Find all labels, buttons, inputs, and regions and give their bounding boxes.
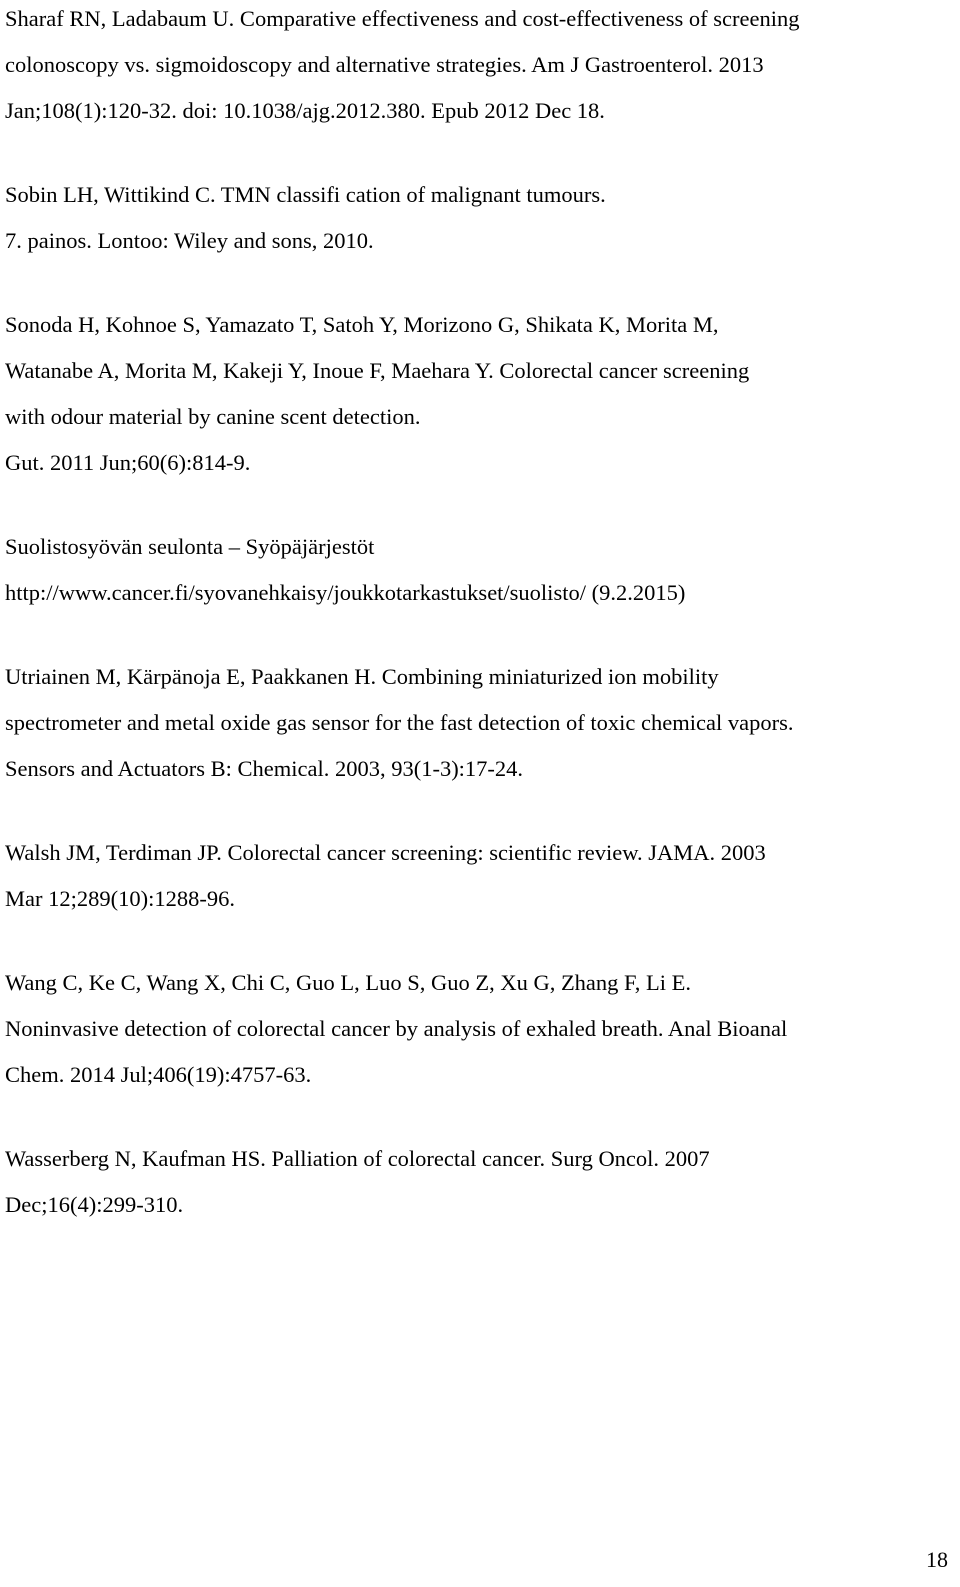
reference-line: Dec;16(4):299-310. (5, 1192, 184, 1217)
reference-sharaf (5, 0, 950, 134)
page-number: 18 (926, 1547, 948, 1572)
reference-line: Walsh JM, Terdiman JP. Colorectal cancer screening: scientific review. JAMA. 2003 (5, 840, 766, 865)
reference-line: Wasserberg N, Kaufman HS. Palliation of colorectal cancer. Surg Oncol. 2007 (5, 1146, 710, 1171)
reference-line: Wang C, Ke C, Wang X, Chi C, Guo L, Luo S, Guo Z, Xu G, Zhang F, Li E. (5, 970, 691, 995)
reference-line: spectrometer and metal oxide gas sensor for the fast detection of toxic chemical vapors. (5, 710, 794, 735)
reference-wasserberg (5, 1136, 950, 1228)
reference-line: Sharaf RN, Ladabaum U. Comparative effectiveness and cost-effectiveness of screening (5, 6, 800, 31)
reference-walsh (5, 830, 950, 922)
reference-line: with odour material by canine scent detection. (5, 404, 421, 429)
reference-line: 7. painos. Lontoo: Wiley and sons, 2010. (5, 228, 374, 253)
reference-line: colonoscopy vs. sigmoidoscopy and alternative strategies. Am J Gastroenterol. 2013 (5, 52, 764, 77)
reference-suolistosyovan (5, 524, 950, 616)
reference-line: Gut. 2011 Jun;60(6):814-9. (5, 450, 251, 475)
reference-list (5, 0, 950, 1228)
reference-line: Sobin LH, Wittikind C. TMN classifi cation of malignant tumours. (5, 182, 606, 207)
reference-line: Utriainen M, Kärpänoja E, Paakkanen H. Combining miniaturized ion mobility (5, 664, 719, 689)
reference-line: Mar 12;289(10):1288-96. (5, 886, 235, 911)
reference-line: Jan;108(1):120-32. doi: 10.1038/ajg.2012.380. Epub 2012 Dec 18. (5, 98, 605, 123)
reference-line: Sensors and Actuators B: Chemical. 2003, 93(1-3):17-24. (5, 756, 524, 781)
reference-wang (5, 960, 950, 1098)
reference-line: Suolistosyövän seulonta – Syöpäjärjestöt (5, 534, 375, 559)
reference-url: http://www.cancer.fi/syovanehkaisy/joukkotarkastukset/suolisto/ (9.2.2015) (5, 580, 686, 605)
reference-utriainen (5, 654, 950, 792)
reference-line: Watanabe A, Morita M, Kakeji Y, Inoue F, Maehara Y. Colorectal cancer screening (5, 358, 750, 383)
reference-line: Sonoda H, Kohnoe S, Yamazato T, Satoh Y, Morizono G, Shikata K, Morita M, (5, 312, 719, 337)
reference-sobin (5, 172, 950, 264)
reference-line: Noninvasive detection of colorectal cancer by analysis of exhaled breath. Anal Bioanal (5, 1016, 788, 1041)
reference-line: Chem. 2014 Jul;406(19):4757-63. (5, 1062, 312, 1087)
reference-sonoda (5, 302, 950, 486)
